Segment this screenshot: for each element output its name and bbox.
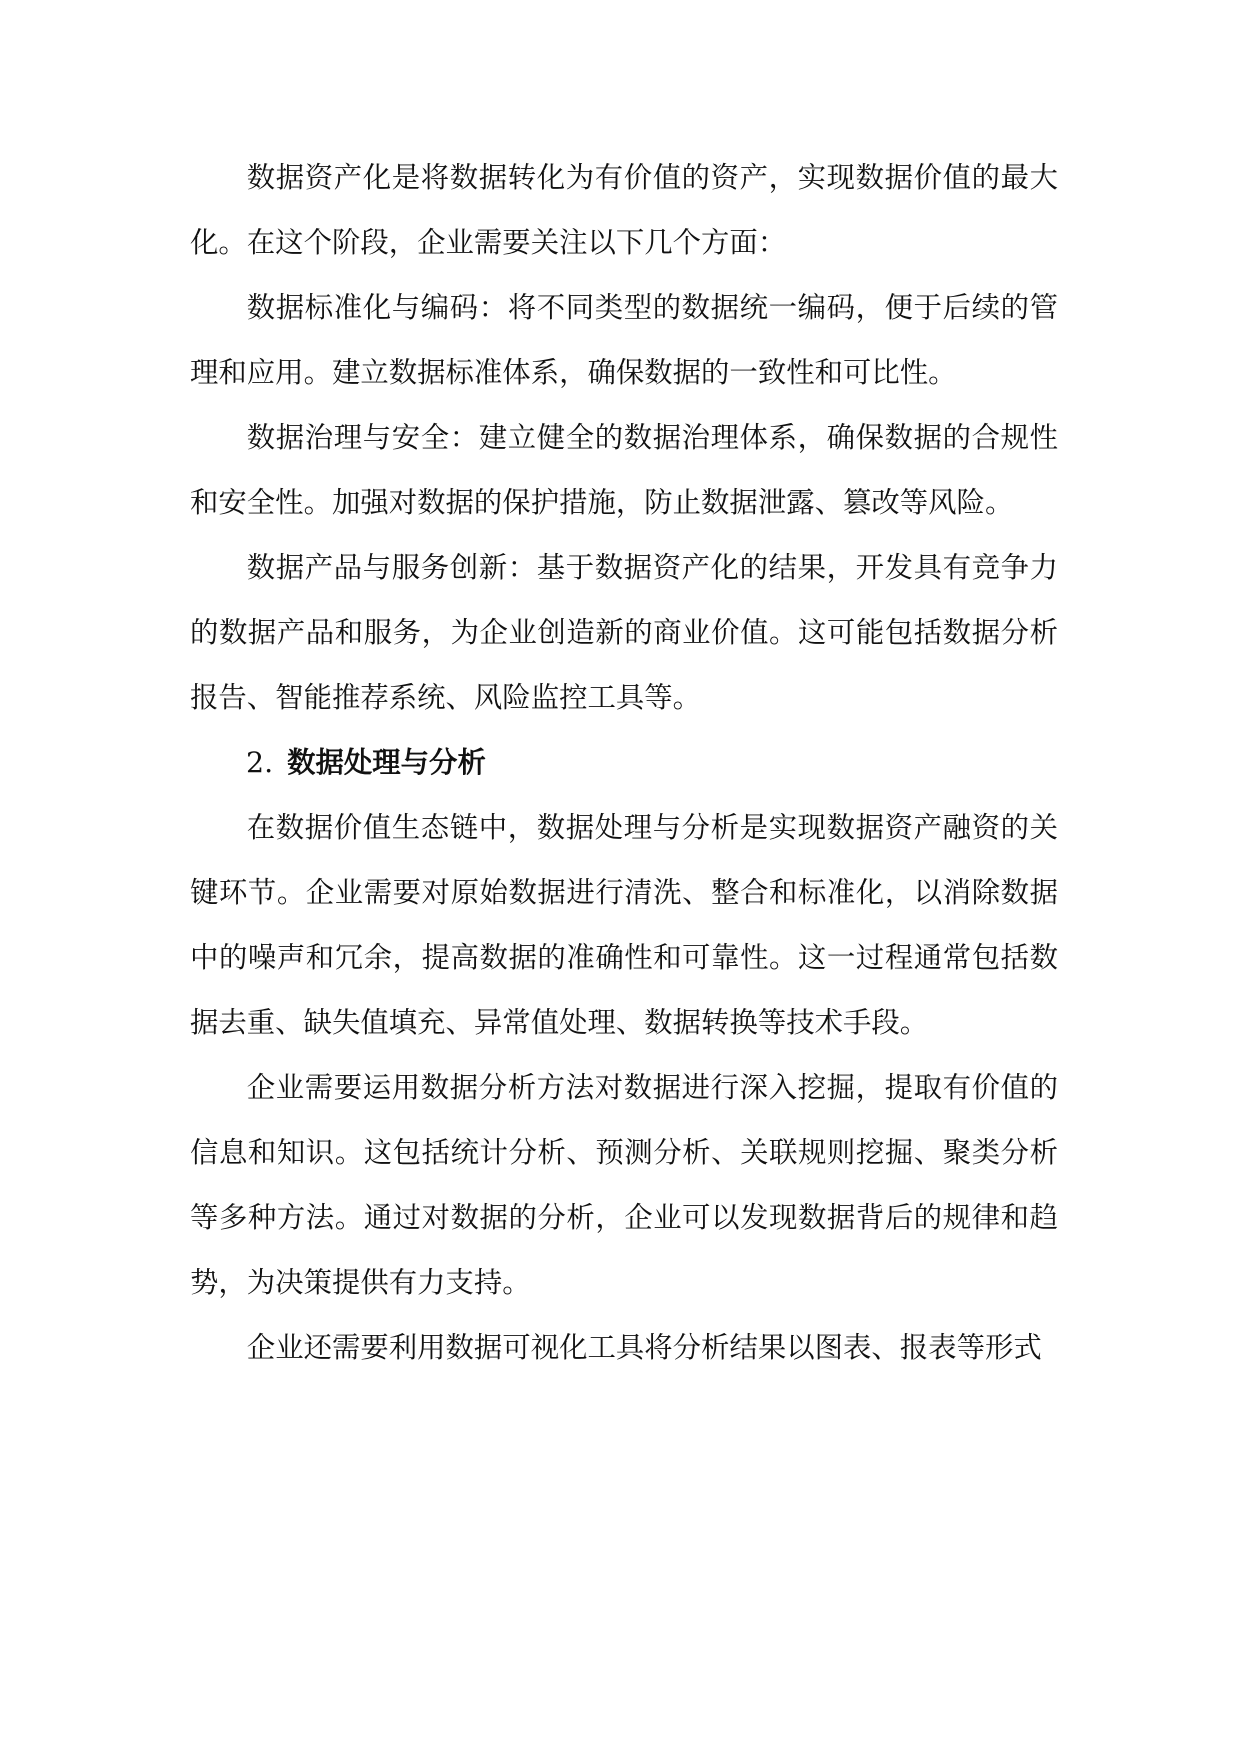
- paragraph-analysis-methods: 企业需要运用数据分析方法对数据进行深入挖掘，提取有价值的信息和知识。这包括统计分析、预测分析、关联规则挖掘、聚类分析等多种方法。通过对数据的分析，企业可以发现数据背后的规律和趋势，为决策提供有力支持。: [190, 1071, 1058, 1299]
- paragraph-standardization: 数据标准化与编码：将不同类型的数据统一编码，便于后续的管理和应用。建立数据标准体系，确保数据的一致性和可比性。: [190, 291, 1058, 389]
- section-title: 数据处理与分析: [287, 745, 486, 779]
- paragraph-processing: 在数据价值生态链中，数据处理与分析是实现数据资产融资的关键环节。企业需要对原始数据进行清洗、整合和标准化，以消除数据中的噪声和冗余，提高数据的准确性和可靠性。这一过程通常包括数据去重、缺失值填充、异常值处理、数据转换等技术手段。: [190, 811, 1058, 1039]
- paragraph-visualization: 企业还需要利用数据可视化工具将分析结果以图表、报表等形式: [246, 1331, 1042, 1364]
- document-page: [190, 145, 1058, 1380]
- paragraph-governance: 数据治理与安全：建立健全的数据治理体系，确保数据的合规性和安全性。加强对数据的保护措施，防止数据泄露、篡改等风险。: [190, 421, 1058, 519]
- paragraph-asset-intro: 数据资产化是将数据转化为有价值的资产，实现数据价值的最大化。在这个阶段，企业需要关注以下几个方面：: [190, 161, 1058, 259]
- paragraph-product-innovation: 数据产品与服务创新：基于数据资产化的结果，开发具有竞争力的数据产品和服务，为企业创造新的商业价值。这可能包括数据分析报告、智能推荐系统、风险监控工具等。: [190, 551, 1058, 714]
- section-heading: [190, 730, 1058, 795]
- section-number: 2.: [246, 746, 274, 779]
